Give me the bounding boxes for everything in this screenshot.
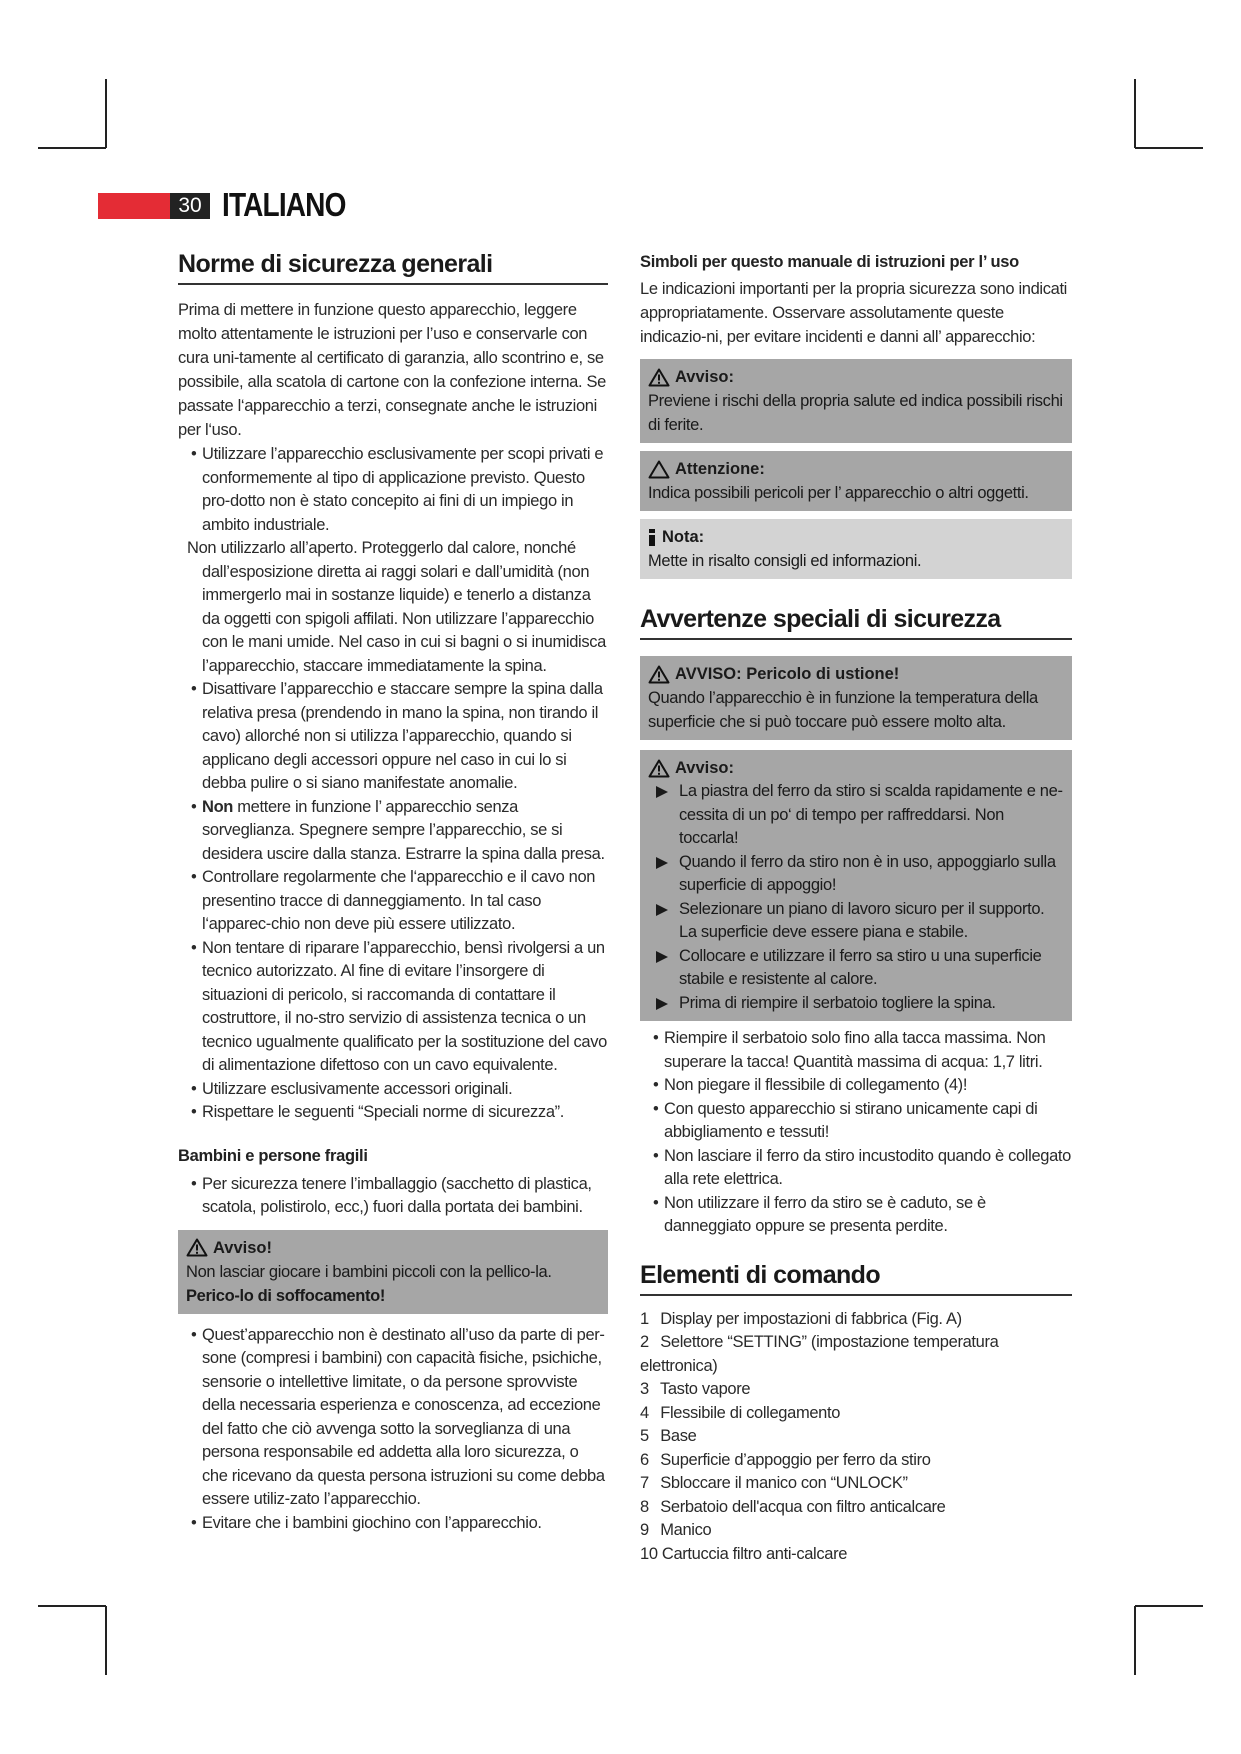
nota-box: [640, 519, 1072, 579]
section-title-controls: Elementi di comando: [640, 1261, 1072, 1296]
list-item: Selezionare un piano di lavoro sicuro per il supporto. La superficie deve essere piana e stabile.: [648, 898, 1064, 945]
burn-warning-text: Quando l’apparecchio è in funzione la temperatura della superficie che si può toccare può essere molto alta.: [648, 689, 1038, 731]
avviso-heading: Avviso:: [648, 365, 1064, 389]
list-item: • Non lasciare il ferro da stiro incustodito quando è collegato alla rete elettrica.: [653, 1146, 1071, 1188]
control-item: 3 Tasto vapore: [640, 1380, 751, 1398]
section-title-special-safety: Avvertenze speciali di sicurezza: [640, 605, 1072, 640]
nota-text: Mette in risalto consigli ed informazioni.: [648, 552, 922, 570]
warning-triangle-icon: [648, 759, 670, 778]
attenzione-text: Indica possibili pericoli per l’ apparecchio o altri oggetti.: [648, 484, 1029, 502]
warning-triangle-icon: [186, 1238, 208, 1257]
list-item: • Evitare che i bambini giochino con l’apparecchio.: [191, 1513, 542, 1532]
avviso-text: Previene i rischi della propria salute ed indica possibili rischi di ferite.: [648, 392, 1063, 434]
symbols-subtitle: Simboli per questo manuale di istruzioni per l’ uso: [640, 253, 1019, 271]
list-item: • Non mettere in funzione l’ apparecchio senza sorveglianza. Spegnere sempre l’apparecchio, se si desidera uscire dalla stanza. Estrarre la spina dalla presa.: [191, 797, 605, 863]
intro-paragraph: Prima di mettere in funzione questo apparecchio, leggere molto attentamente le istruzioni per l’uso e conservarle con cura uni-tamente al certificato di garanzia, allo scontrino e, se possibile, alla scatola di cartone con la confezione interna. Se passate l‘apparecchio a terzi, consegnate anche le istruzioni per l‘uso.: [178, 301, 606, 439]
control-item: 7 Sbloccare il manico con “UNLOCK”: [640, 1474, 908, 1492]
list-item: • Utilizzare l’apparecchio esclusivamente per scopi privati e conformemente al tipo di applicazione previsto. Questo pro-dotto non è stato concepito ai fini di un impiego in ambito industriale.: [191, 445, 604, 534]
children-warning-box: [178, 1230, 608, 1314]
list-item: La piastra del ferro da stiro si scalda rapidamente e ne-cessita di un po‘ di tempo per raffreddarsi. Non toccarla!: [648, 780, 1064, 851]
right-column: [640, 253, 1072, 1566]
crop-mark: [105, 1606, 107, 1675]
arrow-right-icon: [656, 786, 668, 798]
attenzione-box: [640, 451, 1072, 511]
control-item: 2 Selettore “SETTING” (impostazione temperatura elettronica): [640, 1333, 999, 1375]
caution-triangle-icon: [648, 460, 670, 479]
burn-warning-box: [640, 656, 1072, 740]
control-item: 4 Flessibile di collegamento: [640, 1403, 841, 1422]
children-bullet-list: [178, 1173, 608, 1220]
controls-list: [640, 1308, 1072, 1567]
crop-mark: [1135, 147, 1203, 149]
avviso-list-box: [640, 750, 1072, 1021]
warning-triangle-icon: [648, 368, 670, 387]
arrow-right-icon: [656, 951, 668, 963]
crop-mark: [38, 1605, 106, 1607]
list-item: • Rispettare le seguenti “Speciali norme di sicurezza”.: [191, 1103, 565, 1121]
list-item: Collocare e utilizzare il ferro sa stiro u una superficie stabile e resistente al calore.: [648, 945, 1064, 992]
list-item: • Utilizzare esclusivamente accessori originali.: [191, 1079, 513, 1098]
control-item: 8 Serbatoio dell'acqua con filtro anticalcare: [640, 1497, 946, 1516]
warning-triangle-icon: [648, 665, 670, 684]
control-item: 10 Cartuccia filtro anti-calcare: [640, 1544, 848, 1563]
arrow-right-icon: [656, 857, 668, 869]
warning-heading: Avviso!: [186, 1236, 600, 1260]
list-item: • Per sicurezza tenere l’imballaggio (sacchetto di plastica, scatola, polistirolo, ecc,) fuori dalla portata dei bambini.: [191, 1174, 592, 1216]
header-accent-bar: [98, 193, 170, 219]
list-item: • Non tentare di riparare l’apparecchio, bensì rivolgersi a un tecnico autorizzato. Al fine di evitare l’insorgere di situazioni di pericolo, si raccomanda di contattare il costruttore, il no-stro servizio di assistenza tecnica o un tecnico ugualmente qualificato per la sostituzione del cavo di alimentazione difettoso con un cavo equivalente.: [191, 938, 607, 1074]
burn-warning-heading: AVVISO: Pericolo di ustione!: [648, 662, 1064, 686]
control-item: 9 Manico: [640, 1521, 712, 1539]
avviso-list-heading: Avviso:: [648, 756, 1064, 780]
attenzione-heading: Attenzione:: [648, 457, 1064, 481]
list-item: • Riempire il serbatoio solo fino alla tacca massima. Non superare la tacca! Quantità massima di acqua: 1,7 litri.: [653, 1029, 1046, 1071]
avviso-arrow-list: [648, 780, 1064, 1015]
list-item: Prima di riempire il serbatoio togliere la spina.: [648, 992, 1064, 1016]
language-title: ITALIANO: [222, 186, 346, 223]
list-item: • Non utilizzare il ferro da stiro se è caduto, se è danneggiato oppure se presenta perdite.: [653, 1193, 986, 1235]
info-icon: [648, 529, 656, 546]
crop-mark: [105, 79, 107, 148]
avviso-box: [640, 359, 1072, 443]
arrow-right-icon: [656, 998, 668, 1010]
crop-mark: [38, 147, 106, 149]
crop-mark: [1135, 1605, 1203, 1607]
list-item: • Quest’apparecchio non è destinato all’uso da parte di per-sone (compresi i bambini) con capacità fisiche, psichiche, sensorie o intellettive limitate, o da persone sprovviste della necessaria esperienza e conoscenza, ad eccezione del fatto che ciò avvenga sotto la sorveglianza di una persona responsabile ed addetta alla loro sicurezza, o che ricevano da questa persona istruzioni su come debba essere utiliz-zato l’apparecchio.: [191, 1325, 605, 1508]
list-item: Non utilizzarlo all’aperto. Proteggerlo dal calore, nonché dall’esposizione diretta ai raggi solari e dall’umidità (non immergerlo mai in sostanze liquide) e tenerlo a distanza da oggetti con spigoli affilati. Non utilizzare l’apparecchio con le mani umide. Nel caso in cui si bagni o si inumidisca l’apparecchio, staccare immediatamente la spina.: [187, 539, 606, 675]
arrow-right-icon: [656, 904, 668, 916]
special-bullet-list: [640, 1027, 1072, 1239]
children-subtitle: Bambini e persone fragili: [178, 1146, 368, 1165]
page-number: 30: [170, 193, 210, 219]
control-item: 6 Superficie d’appoggio per ferro da stiro: [640, 1450, 931, 1469]
crop-mark: [1134, 1606, 1136, 1675]
control-item: 5 Base: [640, 1427, 697, 1445]
list-item: • Disattivare l’apparecchio e staccare sempre la spina dalla relativa presa (prendendo in mano la spina, non tirando il cavo) allorché non si utilizza l’apparecchio, quando si applicano degli accessori oppure nel caso in cui lo si debba pulire o si siano manifestate anomalie.: [191, 680, 603, 792]
symbols-intro: Le indicazioni importanti per la propria sicurezza sono indicati appropriatamente. Osservare assolutamente queste indicazio-ni, per evitare incidenti e danni all’ apparecchio:: [640, 280, 1067, 346]
list-item: • Con questo apparecchio si stirano unicamente capi di abbigliamento e tessuti!: [653, 1099, 1038, 1141]
left-column: [178, 250, 608, 1535]
children-bullet-list-2: [178, 1324, 608, 1536]
list-item: • Controllare regolarmente che l‘apparecchio e il cavo non presentino tracce di danneggiamento. In tal caso l‘apparec-chio non deve più essere utilizzato.: [191, 868, 596, 933]
warning-text: Non lasciar giocare i bambini piccoli con la pellico-la. Perico-lo di soffocamento!: [186, 1262, 552, 1305]
safety-bullet-list: [178, 443, 608, 1125]
crop-mark: [1134, 79, 1136, 148]
control-item: 1 Display per impostazioni di fabbrica (Fig. A): [640, 1309, 962, 1328]
list-item: • Non piegare il flessibile di collegamento (4)!: [653, 1076, 968, 1094]
nota-heading: Nota:: [648, 525, 1064, 549]
section-title-general-safety: Norme di sicurezza generali: [178, 250, 608, 285]
list-item: Quando il ferro da stiro non è in uso, appoggiarlo sulla superficie di appoggio!: [648, 851, 1064, 898]
